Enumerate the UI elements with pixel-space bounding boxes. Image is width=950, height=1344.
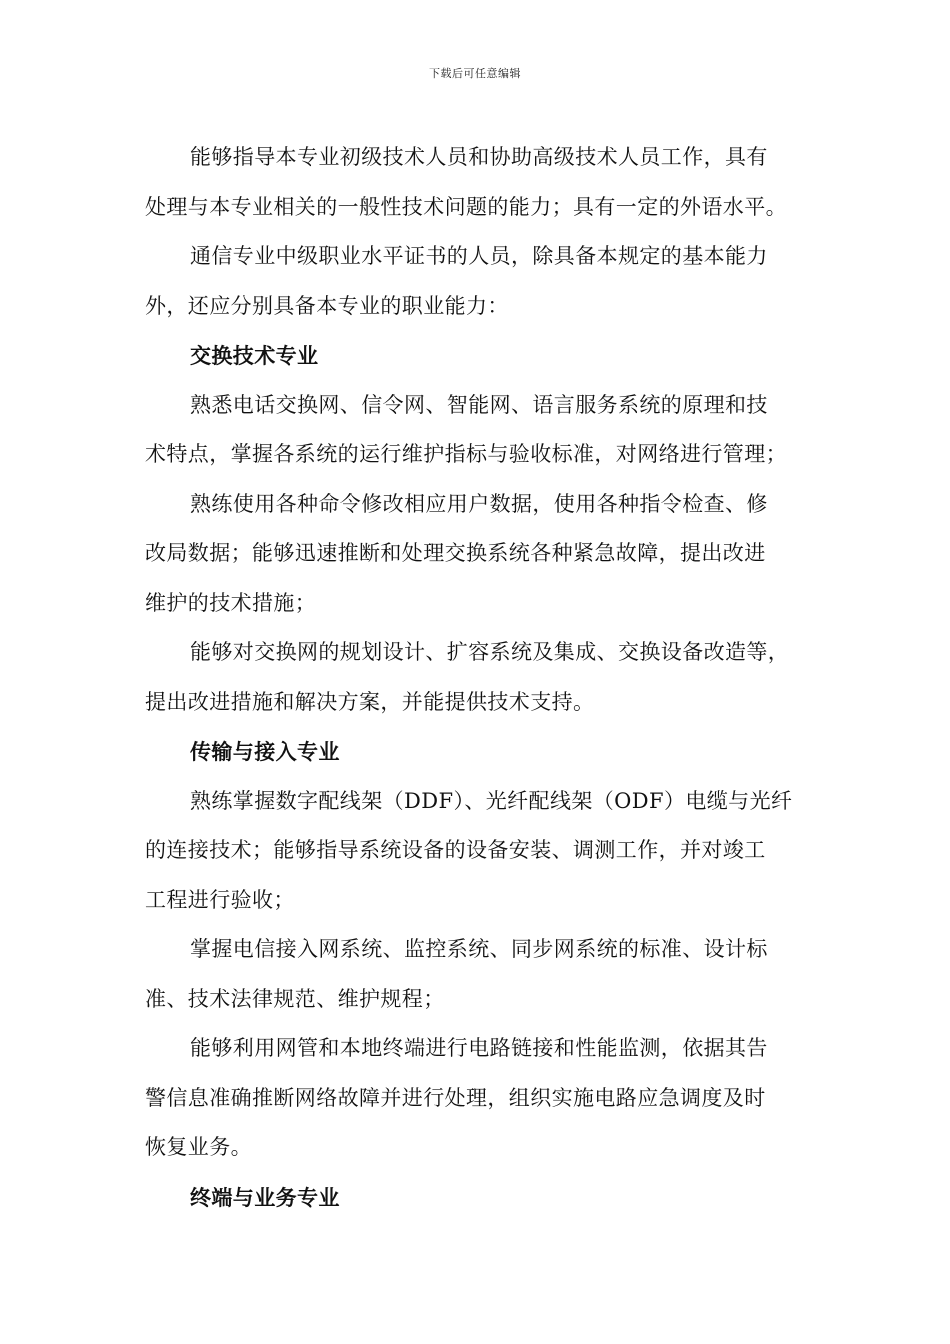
paragraph-line: 准、技术法律规范、维护规程；: [145, 986, 445, 1011]
paragraph-line: 维护的技术措施；: [145, 590, 317, 615]
paragraph-line: 改局数据；能够迅速推断和处理交换系统各种紧急故障，提出改进: [145, 541, 766, 565]
paragraph-line: 术特点，掌握各系统的运行维护指标与验收标准，对网络进行管理；: [145, 442, 787, 466]
paragraph-line: 提出改进措施和解决方案，并能提供技术支持。: [145, 689, 595, 714]
paragraph-line: 能够利用网管和本地终端进行电路链接和性能监测，依据其告: [190, 1036, 768, 1060]
paragraph-line: 熟练使用各种命令修改相应用户数据，使用各种指令检查、修: [190, 491, 768, 516]
paragraph-line: 工程进行验收；: [145, 887, 295, 912]
paragraph-line: 警信息准确推断网络故障并进行处理，组织实施电路应急调度及时: [145, 1085, 766, 1110]
section-heading-terminal: 终端与业务专业: [190, 1184, 340, 1210]
paragraph-line: 能够对交换网的规划设计、扩容系统及集成、交换设备改造等，: [190, 640, 790, 664]
paragraph-line: 熟练掌握数字配线架（DDF）、光纤配线架（ODF）电缆与光纤: [190, 788, 793, 813]
paragraph-line: 外，还应分别具备本专业的职业能力：: [145, 293, 509, 318]
section-heading-switching: 交换技术专业: [190, 343, 319, 368]
page-header: 下载后可任意编辑: [429, 67, 521, 80]
paragraph-line: 熟悉电话交换网、信令网、智能网、语言服务系统的原理和技: [190, 392, 768, 417]
document-body: [145, 133, 820, 1222]
paragraph-line: 处理与本专业相关的一般性技术问题的能力；具有一定的外语水平。: [145, 194, 787, 219]
paragraph-line: 掌握电信接入网系统、监控系统、同步网系统的标准、设计标: [190, 937, 768, 961]
section-heading-transmission: 传输与接入专业: [190, 739, 340, 764]
paragraph-line: 的连接技术；能够指导系统设备的设备安装、调测工作，并对竣工: [145, 838, 766, 862]
paragraph-line: 恢复业务。: [145, 1135, 252, 1159]
paragraph-line: 通信专业中级职业水平证书的人员，除具备本规定的基本能力: [190, 244, 768, 268]
paragraph-line: 能够指导本专业初级技术人员和协助高级技术人员工作，具有: [190, 145, 768, 169]
